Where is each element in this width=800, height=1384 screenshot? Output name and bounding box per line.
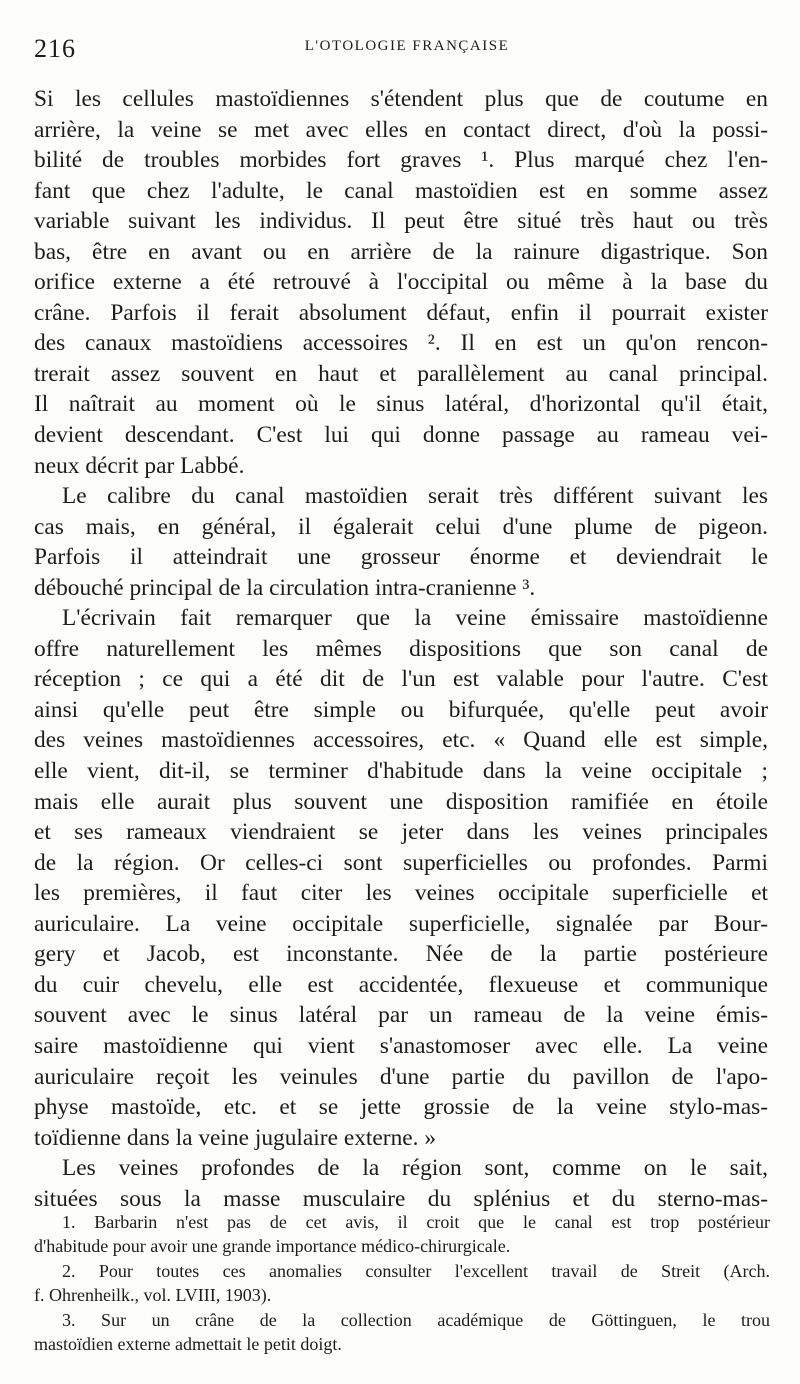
- text-line: neux décrit par Labbé.: [34, 452, 245, 479]
- footnote-line: 2. Pour toutes ces anomalies consulter l'excellent travail de Streit (Arch.: [62, 1260, 770, 1281]
- text-line: souvent avec le sinus latéral par un rameau de la veine émis-: [34, 1002, 768, 1029]
- text-line: de la région. Or celles-ci sont superficielles ou profondes. Parmi: [34, 849, 768, 876]
- text-line: réception ; ce qui a été dit de l'un est valable pour l'autre. C'est: [34, 666, 768, 693]
- text-line: auriculaire. La veine occipitale superficielle, signalée par Bour-: [34, 910, 768, 937]
- text-line: Parfois il atteindrait une grosseur énorme et deviendrait le: [34, 544, 768, 571]
- text-line: saire mastoïdienne qui vient s'anastomoser avec elle. La veine: [34, 1032, 768, 1059]
- text-line: débouché principal de la circulation intra-cranienne ³.: [34, 574, 536, 601]
- main-text: [34, 84, 768, 1214]
- text-line: les premières, il faut citer les veines occipitale superficielle et: [34, 880, 768, 907]
- footnotes: [34, 1210, 770, 1356]
- running-title: L'OTOLOGIE FRANÇAISE: [304, 38, 510, 54]
- text-line: crâne. Parfois il ferait absolument défaut, enfin il pourrait exister: [34, 299, 768, 326]
- text-line: gery et Jacob, est inconstante. Née de la partie postérieure: [34, 941, 768, 968]
- text-line: bilité de troubles morbides fort graves ¹. Plus marqué chez l'en-: [34, 147, 768, 174]
- text-line: trerait assez souvent en haut et parallèlement au canal principal.: [34, 360, 768, 387]
- text-line: elle vient, dit-il, se terminer d'habitude dans la veine occipitale ;: [34, 758, 768, 785]
- text-line: Le calibre du canal mastoïdien serait très différent suivant les: [62, 483, 768, 510]
- text-line: orifice externe a été retrouvé à l'occipital ou même à la base du: [34, 269, 768, 296]
- page-number: 216: [34, 34, 76, 63]
- text-line: Si les cellules mastoïdiennes s'étendent plus que de coutume en: [34, 86, 768, 112]
- text-line: variable suivant les individus. Il peut être situé très haut ou très: [34, 208, 768, 235]
- text-line: fant que chez l'adulte, le canal mastoïdien est en somme assez: [34, 177, 768, 204]
- page-header: [34, 34, 770, 64]
- text-line: Les veines profondes de la région sont, comme on le sait,: [62, 1155, 768, 1182]
- footnote-line: 1. Barbarin n'est pas de cet avis, il croit que le canal est trop postérieur: [62, 1212, 770, 1232]
- text-line: offre naturellement les mêmes dispositions que son canal de: [34, 635, 768, 662]
- text-line: cas mais, en général, il égalerait celui d'une plume de pigeon.: [34, 513, 768, 540]
- text-line: L'écrivain fait remarquer que la veine émissaire mastoïdienne: [62, 605, 768, 632]
- text-line: auriculaire reçoit les veinules d'une partie du pavillon de l'apo-: [34, 1063, 768, 1090]
- footnote-line: 3. Sur un crâne de la collection académique de Göttinguen, le trou: [62, 1309, 770, 1330]
- text-line: arrière, la veine se met avec elles en contact direct, d'où la possi-: [34, 116, 768, 143]
- text-line: ainsi qu'elle peut être simple ou bifurquée, qu'elle peut avoir: [34, 696, 768, 723]
- text-line: des veines mastoïdiennes accessoires, etc. « Quand elle est simple,: [34, 727, 768, 754]
- text-line: du cuir chevelu, elle est accidentée, flexueuse et communique: [34, 971, 768, 998]
- text-line: devient descendant. C'est lui qui donne passage au rameau vei-: [34, 422, 768, 449]
- text-line: situées sous la masse musculaire du splénius et du sterno-mas-: [34, 1185, 768, 1212]
- footnote-line: mastoïdien externe admettait le petit doigt.: [34, 1333, 342, 1354]
- text-line: bas, être en avant ou en arrière de la rainure digastrique. Son: [34, 238, 768, 265]
- footnote-line: f. Ohrenheilk., vol. LVIII, 1903).: [34, 1285, 272, 1306]
- footnote-line: d'habitude pour avoir une grande importance médico-chirurgicale.: [34, 1236, 511, 1257]
- text-line: Il naîtrait au moment où le sinus latéral, d'horizontal qu'il était,: [34, 391, 768, 418]
- text-line: et ses rameaux viendraient se jeter dans les veines principales: [34, 819, 768, 846]
- text-line: physe mastoïde, etc. et se jette grossie de la veine stylo-mas-: [34, 1094, 768, 1121]
- text-line: mais elle aurait plus souvent une disposition ramifiée en étoile: [34, 788, 768, 815]
- text-line: toïdienne dans la veine jugulaire externe. »: [34, 1124, 437, 1151]
- text-line: des canaux mastoïdiens accessoires ². Il en est un qu'on rencon-: [34, 330, 768, 357]
